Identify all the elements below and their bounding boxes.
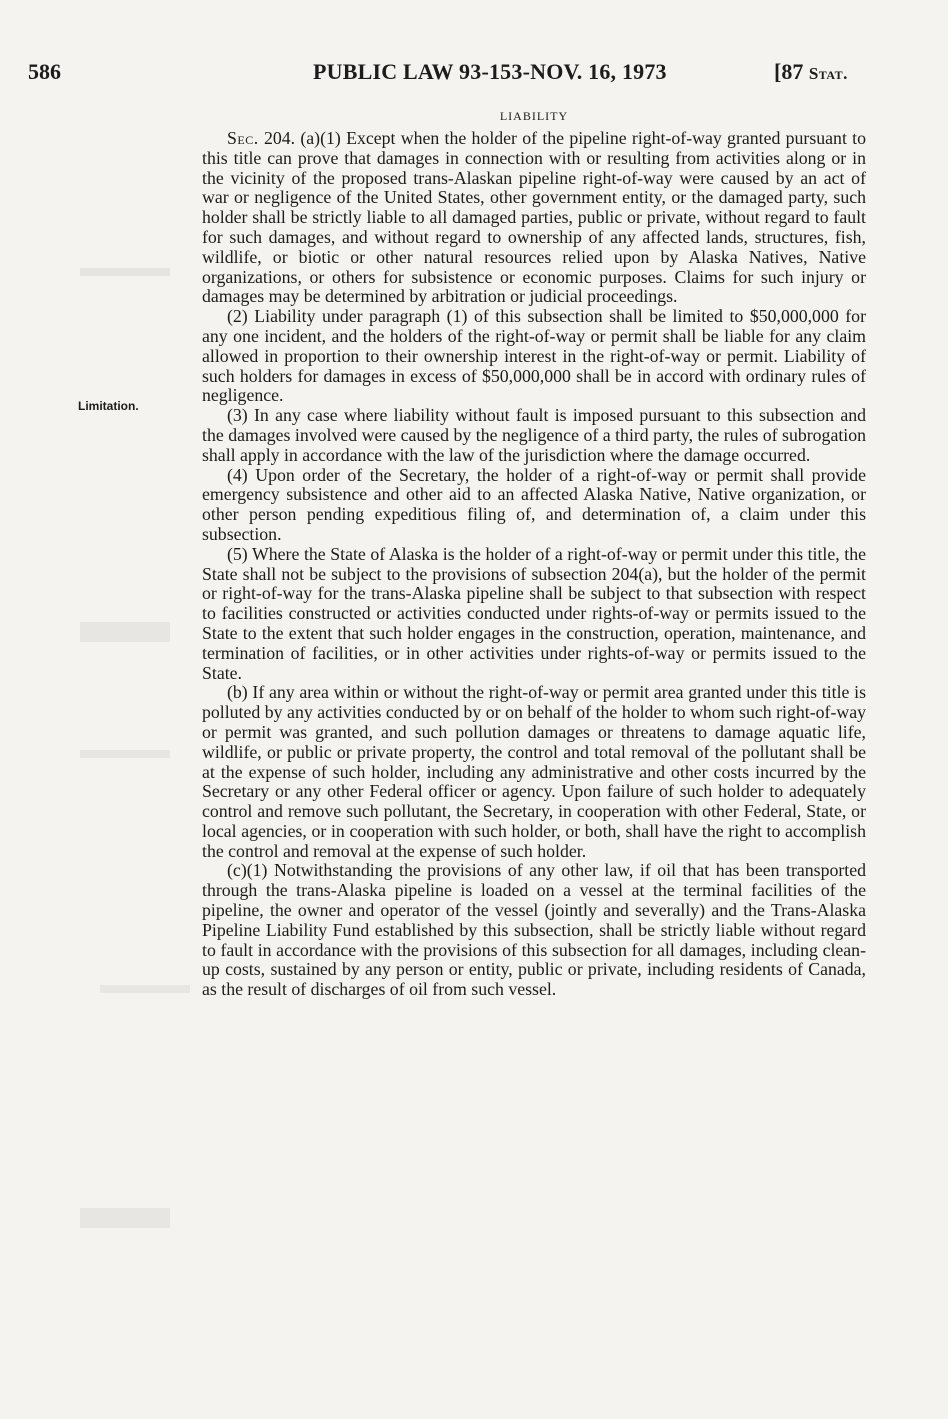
section-heading: LIABILITY <box>499 109 569 123</box>
page-number: 586 <box>28 59 61 84</box>
paragraph-a4: (4) Upon order of the Secretary, the holder of a right-of-way or permit shall provide emergency subsistence and other aid to an affected Alaska Native, Native organization, or other person pending expeditious filing of, and determination of, a claim under this subsection. <box>202 464 866 544</box>
paragraph-a3: (3) In any case where liability without fault is imposed pursuant to this subsection and the damages involved were caused by the negligence of a third party, the rules of subrogation shall apply in accordance with the law of the jurisdiction where the damage occurred. <box>202 405 866 465</box>
bleed-through-mark <box>80 1208 170 1228</box>
running-head: PUBLIC LAW 93-153-NOV. 16, 1973 <box>313 59 667 84</box>
margin-note-limitation: Limitation. <box>78 399 139 413</box>
paragraph-a1-text: 204. (a)(1) Except when the holder of the pipeline right-of-way granted pursuant to this title can prove that damages in connection with or resulting from activities along or in the vicinity of the proposed trans-Alaskan pipeline right-of-way were caused by an act of war or negligence of the United States, other government entity, or the damaged party, such holder shall be strictly liable to all damaged parties, public or private, without regard to fault for such damages, and without regard to ownership of any affected lands, structures, fish, wildlife, or biotic or other natural resources relied upon by Alaska Natives, Native organizations, or others for subsistence or economic purposes. Claims for such injury or damages may be determined by arbitration or judicial proceedings. <box>202 128 866 307</box>
bleed-through-mark <box>80 750 170 758</box>
section-label: Sec. <box>227 128 259 148</box>
paragraph-a2: (2) Liability under paragraph (1) of this subsection shall be limited to $50,000,000 for any one incident, and the holders of the right-of-way or permit shall be liable for any claim allowed in proportion to their ownership interest in the right-of-way or permit. Liability of such holders for damages in excess of $50,000,000 shall be in accord with ordinary rules of negligence. <box>202 306 866 406</box>
paragraph-a1 <box>202 129 866 307</box>
volume-stat: Stat. <box>808 64 848 83</box>
paragraph-a5: (5) Where the State of Alaska is the holder of a right-of-way or permit under this title, the State shall not be subject to the provisions of subsection 204(a), but the holder of the permit or right-of-way for the trans-Alaska pipeline shall be subject to that subsection with respect to facilities constructed or activities conducted under rights-of-way or permits issued to the State to the extent that such holder engages in the construction, operation, maintenance, and termination of facilities, or in other activities under rights-of-way or permits issued to the State. <box>202 543 866 683</box>
volume-prefix: [87 <box>774 59 809 84</box>
paragraph-b: (b) If any area within or without the right-of-way or permit area granted under this title is polluted by any activities conducted by or on behalf of the holder to whom such right-of-way or permit was granted, and such pollution damages or threatens to damage aquatic life, wildlife, or public or private property, the control and total removal of the pollutant shall be at the expense of such holder, including any administrative and other costs incurred by the Secretary or any other Federal officer or agency. Upon failure of such holder to adequately control and remove such pollutant, the Secretary, in cooperation with other Federal, State, or local agencies, or in cooperation with such holder, or both, shall have the right to accomplish the control and removal at the expense of such holder. <box>202 682 866 861</box>
bleed-through-mark <box>80 622 170 642</box>
paragraph-c1: (c)(1) Notwithstanding the provisions of any other law, if oil that has been transported through the trans-Alaska pipeline is loaded on a vessel at the terminal facilities of the pipeline, the owner and operator of the vessel (jointly and severally) and the Trans-Alaska Pipeline Liability Fund established by this subsection, shall be strictly liable without regard to fault in accordance with the provisions of this subsection for all damages, including clean-up costs, sustained by any person or entity, public or private, including residents of Canada, as the result of discharges of oil from such vessel. <box>202 860 866 1000</box>
statute-body <box>202 129 866 1000</box>
bleed-through-mark <box>80 268 170 276</box>
bleed-through-mark <box>100 985 190 993</box>
volume-citation <box>774 59 848 85</box>
